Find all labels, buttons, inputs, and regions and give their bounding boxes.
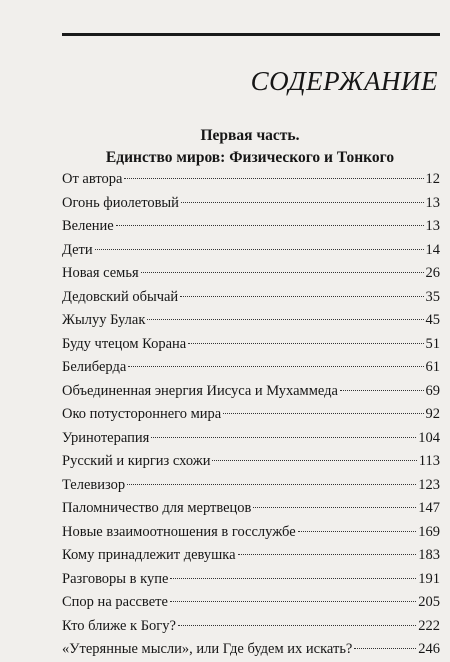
- toc-entry-page: 183: [418, 547, 440, 563]
- dot-leader: [181, 202, 424, 203]
- toc-entry-page: 26: [425, 265, 440, 281]
- toc-entry-page: 246: [418, 641, 440, 657]
- toc-entry[interactable]: [62, 356, 442, 380]
- dot-leader: [151, 437, 416, 438]
- toc-entry[interactable]: [62, 286, 442, 310]
- toc-entry-title: Паломничество для мертвецов: [62, 500, 252, 516]
- toc-entry-title: Уринотерапия: [62, 429, 150, 446]
- toc-entry-page: 113: [418, 453, 440, 469]
- toc-entry[interactable]: [62, 239, 442, 263]
- dot-leader: [354, 648, 416, 649]
- part-subtitle: Единство миров: Физического и Тонкого: [105, 149, 395, 166]
- page-title: СОДЕРЖАНИЕ: [250, 66, 438, 96]
- toc-entry[interactable]: [62, 403, 442, 427]
- toc-entry-page: 104: [418, 429, 440, 446]
- toc-entry-page: 147: [418, 500, 440, 516]
- dot-leader: [116, 225, 424, 226]
- toc-entry[interactable]: [62, 544, 442, 568]
- toc-entry-title: Огонь фиолетовый: [62, 194, 179, 211]
- toc-entry[interactable]: [62, 568, 442, 592]
- toc-entry-page: 205: [418, 594, 440, 610]
- dot-leader: [238, 554, 417, 555]
- dot-leader: [298, 531, 417, 532]
- dot-leader: [340, 390, 424, 391]
- toc-entry-title: Разговоры в купе: [62, 570, 169, 587]
- toc-entry-page: 13: [425, 218, 440, 234]
- toc-entry-title: Жылуу Булак: [62, 312, 146, 328]
- table-of-contents: [62, 168, 442, 662]
- toc-entry[interactable]: [62, 192, 442, 216]
- toc-entry-page: 123: [418, 476, 440, 493]
- toc-entry-title: Новая семья: [62, 265, 139, 281]
- toc-entry[interactable]: [62, 309, 442, 333]
- toc-entry-title: «Утерянные мысли», или Где будем их искать?: [62, 641, 353, 657]
- toc-entry[interactable]: [62, 380, 442, 404]
- toc-entry[interactable]: [62, 521, 442, 545]
- toc-entry[interactable]: [62, 615, 442, 639]
- toc-entry-title: Новые взаимоотношения в госслужбе: [62, 523, 296, 540]
- dot-leader: [147, 319, 423, 320]
- toc-entry-page: 14: [425, 241, 440, 258]
- toc-entry-title: Кому принадлежит девушка: [62, 547, 236, 563]
- toc-entry-page: 13: [425, 194, 440, 211]
- dot-leader: [170, 578, 416, 579]
- toc-entry-title: Телевизор: [62, 476, 126, 493]
- dot-leader: [212, 460, 416, 461]
- dot-leader: [128, 366, 423, 367]
- toc-entry-title: Кто ближе к Богу?: [62, 617, 176, 634]
- toc-entry[interactable]: [62, 450, 442, 474]
- toc-entry-title: Буду чтецом Корана: [62, 335, 187, 352]
- toc-entry[interactable]: [62, 215, 442, 239]
- toc-entry-page: 61: [425, 359, 440, 375]
- dot-leader: [95, 249, 424, 250]
- toc-entry-title: Дедовский обычай: [62, 288, 179, 305]
- toc-entry-page: 222: [418, 617, 440, 634]
- toc-entry-page: 191: [418, 570, 440, 587]
- top-rule: [62, 33, 440, 36]
- toc-entry-title: Спор на рассвете: [62, 594, 168, 610]
- dot-leader: [180, 296, 423, 297]
- toc-entry-page: 92: [425, 406, 440, 422]
- toc-entry[interactable]: [62, 427, 442, 451]
- toc-entry-page: 51: [425, 335, 440, 352]
- toc-entry-title: От автора: [62, 171, 123, 187]
- toc-entry-title: Веление: [62, 218, 114, 234]
- dot-leader: [127, 484, 416, 485]
- dot-leader: [178, 625, 416, 626]
- toc-entry-page: 12: [425, 171, 440, 187]
- dot-leader: [188, 343, 423, 344]
- toc-entry[interactable]: [62, 262, 442, 286]
- toc-entry-page: 69: [425, 382, 440, 399]
- toc-entry[interactable]: [62, 474, 442, 498]
- dot-leader: [223, 413, 423, 414]
- part-title: Первая часть.: [200, 127, 300, 144]
- toc-entry[interactable]: [62, 591, 442, 615]
- dot-leader: [170, 601, 416, 602]
- dot-leader: [141, 272, 424, 273]
- toc-entry-title: Русский и киргиз схожи: [62, 453, 211, 469]
- toc-entry-title: Око потустороннего мира: [62, 406, 222, 422]
- toc-entry-title: Белиберда: [62, 359, 127, 375]
- toc-entry[interactable]: [62, 638, 442, 662]
- toc-entry[interactable]: [62, 168, 442, 192]
- toc-entry[interactable]: [62, 333, 442, 357]
- toc-entry-title: Объединенная энергия Иисуса и Мухаммеда: [62, 382, 338, 399]
- toc-entry-page: 45: [425, 312, 440, 328]
- dot-leader: [253, 507, 416, 508]
- toc-entry-page: 35: [425, 288, 440, 305]
- toc-entry-title: Дети: [62, 241, 93, 258]
- toc-entry[interactable]: [62, 497, 442, 521]
- dot-leader: [124, 178, 423, 179]
- toc-entry-page: 169: [418, 523, 440, 540]
